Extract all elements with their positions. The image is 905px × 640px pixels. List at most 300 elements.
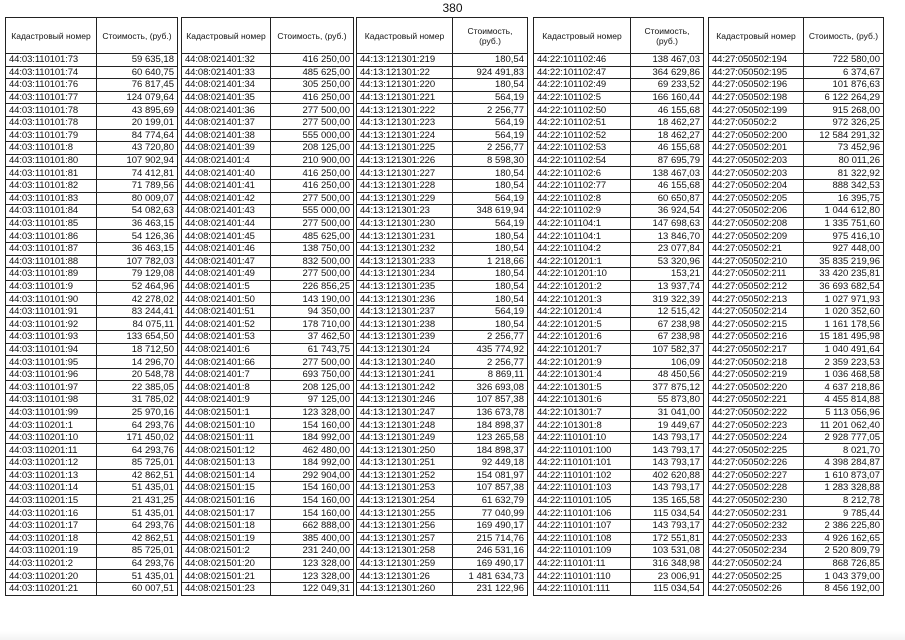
cost-cell: 277 500,00	[271, 217, 354, 230]
cost-cell: 74 412,81	[97, 167, 178, 180]
cost-cell: 92 449,18	[453, 457, 528, 470]
cadastral-number-cell: 44:27:050502:216	[709, 331, 804, 344]
cost-cell: 67 238,98	[631, 318, 704, 331]
cadastral-number-cell: 44:08:021501:15	[182, 482, 271, 495]
cost-cell: 143 793,17	[631, 444, 704, 457]
table-row	[709, 406, 884, 419]
table-row	[357, 280, 528, 293]
cost-cell: 154 160,00	[271, 507, 354, 520]
cadastral-number-cell: 44:03:110101:93	[6, 331, 97, 344]
cadastral-number-cell: 44:13:121301:257	[357, 532, 453, 545]
cadastral-number-cell: 44:08:021401:41	[182, 179, 271, 192]
table-row	[709, 205, 884, 218]
cadastral-number-cell: 44:13:121301:233	[357, 255, 453, 268]
cost-cell: 143 793,17	[631, 519, 704, 532]
table-row	[709, 482, 884, 495]
cost-cell: 51 435,01	[97, 570, 178, 583]
cadastral-number-cell: 44:03:110201:16	[6, 507, 97, 520]
cost-cell: 180,54	[453, 293, 528, 306]
table-row	[6, 582, 178, 595]
cadastral-number-cell: 44:22:101301:8	[534, 419, 631, 432]
table-row	[182, 305, 354, 318]
table-row	[357, 305, 528, 318]
table-row	[182, 381, 354, 394]
cost-cell: 18 712,50	[97, 343, 178, 356]
table-row	[6, 268, 178, 281]
table-row	[6, 557, 178, 570]
cost-cell: 184 992,00	[271, 431, 354, 444]
table-row	[357, 318, 528, 331]
cost-cell: 84 075,11	[97, 318, 178, 331]
cost-cell: 231 122,96	[453, 582, 528, 595]
table-row	[6, 431, 178, 444]
cadastral-number-cell: 44:22:101301:4	[534, 368, 631, 381]
cost-cell: 4 455 814,88	[804, 394, 884, 407]
cadastral-number-cell: 44:13:121301:247	[357, 406, 453, 419]
table-row	[6, 205, 178, 218]
cost-cell: 115 034,54	[631, 507, 704, 520]
cadastral-number-cell: 44:03:110101:78	[6, 104, 97, 117]
table-row	[182, 431, 354, 444]
cadastral-number-cell: 44:08:021401:49	[182, 268, 271, 281]
table-row	[182, 167, 354, 180]
cadastral-number-cell: 44:27:050502:198	[709, 91, 804, 104]
cadastral-number-cell: 44:22:101104:1	[534, 217, 631, 230]
cadastral-number-cell: 44:03:110101:90	[6, 293, 97, 306]
cost-cell: 8 456 192,00	[804, 582, 884, 595]
cadastral-number-cell: 44:13:121301:250	[357, 444, 453, 457]
table-row	[709, 54, 884, 67]
table-row	[534, 66, 704, 79]
table-row	[357, 532, 528, 545]
table-row	[709, 532, 884, 545]
table-row	[709, 242, 884, 255]
cadastral-number-cell: 44:22:110101:101	[534, 457, 631, 470]
cost-cell: 305 250,00	[271, 79, 354, 92]
table-row	[182, 494, 354, 507]
cadastral-number-cell: 44:22:101102:51	[534, 116, 631, 129]
cost-cell: 48 450,56	[631, 368, 704, 381]
cadastral-number-cell: 44:13:121301:258	[357, 545, 453, 558]
table-row	[534, 368, 704, 381]
table-row	[709, 268, 884, 281]
cadastral-number-cell: 44:27:050502:234	[709, 545, 804, 558]
table-row	[182, 545, 354, 558]
cost-cell: 316 348,98	[631, 557, 704, 570]
table-row	[6, 79, 178, 92]
cost-cell: 53 320,96	[631, 255, 704, 268]
cadastral-number-cell: 44:22:101201:7	[534, 343, 631, 356]
table-row	[709, 557, 884, 570]
table-row	[709, 519, 884, 532]
cost-cell: 59 635,18	[97, 54, 178, 67]
table-row	[6, 368, 178, 381]
cadastral-number-cell: 44:27:050502:211	[709, 268, 804, 281]
table-row	[357, 570, 528, 583]
cost-cell: 555 000,00	[271, 205, 354, 218]
table-row	[534, 532, 704, 545]
cadastral-number-cell: 44:13:121301:222	[357, 104, 453, 117]
table-row	[357, 268, 528, 281]
table-row	[6, 280, 178, 293]
cadastral-number-cell: 44:27:050502:208	[709, 217, 804, 230]
table-row	[709, 179, 884, 192]
cadastral-number-cell: 44:27:050502:215	[709, 318, 804, 331]
table-row	[182, 293, 354, 306]
table-grid	[5, 17, 178, 596]
cost-cell: 31 041,00	[631, 406, 704, 419]
cost-cell: 231 240,00	[271, 545, 354, 558]
table-row	[6, 507, 178, 520]
table-row	[182, 179, 354, 192]
table-row	[6, 66, 178, 79]
cost-cell: 101 876,63	[804, 79, 884, 92]
table-row	[182, 268, 354, 281]
cost-cell: 462 480,00	[271, 444, 354, 457]
header-cadastral-number: Кадастровый номер	[709, 18, 804, 54]
cost-cell: 215 714,76	[453, 532, 528, 545]
cost-cell: 60 007,51	[97, 582, 178, 595]
cadastral-number-cell: 44:13:121301:227	[357, 167, 453, 180]
cadastral-number-cell: 44:13:121301:256	[357, 519, 453, 532]
table-row	[6, 532, 178, 545]
cost-cell: 277 500,00	[271, 356, 354, 369]
cadastral-number-cell: 44:08:021401:39	[182, 142, 271, 155]
cadastral-number-cell: 44:03:110201:15	[6, 494, 97, 507]
cadastral-number-cell: 44:22:101102:52	[534, 129, 631, 142]
cadastral-number-cell: 44:13:121301:26	[357, 570, 453, 583]
cadastral-number-cell: 44:22:101201:10	[534, 268, 631, 281]
table-row	[357, 457, 528, 470]
cadastral-number-cell: 44:08:021501:18	[182, 519, 271, 532]
table-row	[357, 167, 528, 180]
table-row	[6, 91, 178, 104]
cadastral-number-cell: 44:08:021401:38	[182, 129, 271, 142]
cost-cell: 1 036 468,58	[804, 368, 884, 381]
cost-cell: 20 199,01	[97, 116, 178, 129]
table-row	[357, 406, 528, 419]
cost-cell: 31 785,02	[97, 394, 178, 407]
cost-cell: 564,19	[453, 192, 528, 205]
table-row	[6, 179, 178, 192]
table-row	[534, 104, 704, 117]
table-row	[182, 54, 354, 67]
cadastral-number-cell: 44:27:050502:228	[709, 482, 804, 495]
cadastral-number-cell: 44:22:101102:6	[534, 167, 631, 180]
cadastral-number-cell: 44:22:101102:54	[534, 154, 631, 167]
cost-cell: 36 924,54	[631, 205, 704, 218]
cadastral-number-cell: 44:22:101301:6	[534, 394, 631, 407]
cost-cell: 107 782,03	[97, 255, 178, 268]
cadastral-number-cell: 44:27:050502:199	[709, 104, 804, 117]
header-cost: Стоимость, (руб.)	[631, 18, 704, 54]
cost-cell: 4 637 218,86	[804, 381, 884, 394]
cadastral-number-cell: 44:27:050502:230	[709, 494, 804, 507]
cost-cell: 292 904,00	[271, 469, 354, 482]
table-row	[182, 519, 354, 532]
table-row	[182, 394, 354, 407]
cadastral-number-cell: 44:27:050502:24	[709, 557, 804, 570]
cost-table-3	[356, 17, 527, 596]
cadastral-number-cell: 44:13:121301:224	[357, 129, 453, 142]
table-row	[534, 381, 704, 394]
table-row	[709, 507, 884, 520]
cadastral-number-cell: 44:13:121301:253	[357, 482, 453, 495]
table-row	[182, 242, 354, 255]
cadastral-number-cell: 44:08:021501:19	[182, 532, 271, 545]
table-row	[534, 545, 704, 558]
table-row	[182, 66, 354, 79]
cadastral-number-cell: 44:13:121301:232	[357, 242, 453, 255]
cost-cell: 87 695,79	[631, 154, 704, 167]
cost-cell: 33 420 235,81	[804, 268, 884, 281]
cost-cell: 61 632,79	[453, 494, 528, 507]
table-row	[182, 116, 354, 129]
table-row	[357, 494, 528, 507]
cadastral-number-cell: 44:22:110101:10	[534, 431, 631, 444]
cadastral-number-cell: 44:13:121301:228	[357, 179, 453, 192]
cost-cell: 1 043 379,00	[804, 570, 884, 583]
cadastral-number-cell: 44:27:050502:226	[709, 457, 804, 470]
cadastral-number-cell: 44:03:110101:73	[6, 54, 97, 67]
cost-cell: 143 190,00	[271, 293, 354, 306]
table-row	[534, 457, 704, 470]
cost-cell: 19 449,67	[631, 419, 704, 432]
header-cadastral-number: Кадастровый номер	[182, 18, 271, 54]
table-row	[182, 318, 354, 331]
cadastral-number-cell: 44:03:110201:18	[6, 532, 97, 545]
cost-cell: 55 873,80	[631, 394, 704, 407]
cost-cell: 184 898,37	[453, 444, 528, 457]
cost-cell: 107 582,37	[631, 343, 704, 356]
cost-cell: 23 006,91	[631, 570, 704, 583]
table-row	[534, 268, 704, 281]
cadastral-number-cell: 44:27:050502:206	[709, 205, 804, 218]
cadastral-number-cell: 44:22:101201:2	[534, 280, 631, 293]
cost-cell: 46 155,68	[631, 142, 704, 155]
table-row	[357, 104, 528, 117]
cadastral-number-cell: 44:08:021401:45	[182, 230, 271, 243]
table-row	[357, 66, 528, 79]
table-row	[6, 192, 178, 205]
cost-cell: 975 416,10	[804, 230, 884, 243]
cost-cell: 64 293,76	[97, 419, 178, 432]
cost-cell: 42 278,02	[97, 293, 178, 306]
cost-cell: 402 620,88	[631, 469, 704, 482]
cadastral-number-cell: 44:27:050502:223	[709, 419, 804, 432]
cadastral-number-cell: 44:03:110201:21	[6, 582, 97, 595]
cost-cell: 18 462,27	[631, 116, 704, 129]
cadastral-number-cell: 44:03:110101:96	[6, 368, 97, 381]
cost-cell: 60 650,87	[631, 192, 704, 205]
table-row	[709, 192, 884, 205]
cost-cell: 166 160,44	[631, 91, 704, 104]
cadastral-number-cell: 44:13:121301:240	[357, 356, 453, 369]
cadastral-number-cell: 44:22:110101:108	[534, 532, 631, 545]
cadastral-number-cell: 44:13:121301:235	[357, 280, 453, 293]
cost-cell: 37 462,50	[271, 331, 354, 344]
table-row	[534, 318, 704, 331]
table-row	[357, 54, 528, 67]
cadastral-number-cell: 44:03:110101:99	[6, 406, 97, 419]
cadastral-number-cell: 44:13:121301:219	[357, 54, 453, 67]
cost-cell: 485 625,00	[271, 66, 354, 79]
cost-cell: 154 160,00	[271, 419, 354, 432]
table-row	[357, 368, 528, 381]
cost-cell: 277 500,00	[271, 104, 354, 117]
table-row	[6, 381, 178, 394]
table-row	[709, 494, 884, 507]
cost-cell: 416 250,00	[271, 54, 354, 67]
table-row	[709, 394, 884, 407]
cost-cell: 61 743,75	[271, 343, 354, 356]
cost-cell: 46 155,68	[631, 179, 704, 192]
cost-cell: 51 435,01	[97, 507, 178, 520]
cost-cell: 326 693,08	[453, 381, 528, 394]
cost-cell: 868 726,85	[804, 557, 884, 570]
cadastral-number-cell: 44:03:110101:78	[6, 116, 97, 129]
cadastral-number-cell: 44:13:121301:230	[357, 217, 453, 230]
cost-cell: 180,54	[453, 167, 528, 180]
cadastral-number-cell: 44:13:121301:229	[357, 192, 453, 205]
cost-cell: 6 374,67	[804, 66, 884, 79]
table-row	[357, 557, 528, 570]
cadastral-number-cell: 44:22:110101:103	[534, 482, 631, 495]
table-row	[182, 444, 354, 457]
table-row	[709, 167, 884, 180]
cadastral-number-cell: 44:08:021401:34	[182, 79, 271, 92]
cadastral-number-cell: 44:08:021401:52	[182, 318, 271, 331]
cadastral-number-cell: 44:03:110101:76	[6, 79, 97, 92]
table-row	[534, 293, 704, 306]
table-row	[357, 79, 528, 92]
cadastral-number-cell: 44:27:050502:233	[709, 532, 804, 545]
cadastral-number-cell: 44:22:110101:111	[534, 582, 631, 595]
table-row	[709, 582, 884, 595]
cost-cell: 564,19	[453, 129, 528, 142]
cost-cell: 52 464,96	[97, 280, 178, 293]
cadastral-number-cell: 44:03:110101:83	[6, 192, 97, 205]
cost-cell: 123 265,58	[453, 431, 528, 444]
cost-cell: 8 021,70	[804, 444, 884, 457]
cost-cell: 133 654,50	[97, 331, 178, 344]
table-row	[534, 116, 704, 129]
table-row	[357, 142, 528, 155]
cadastral-number-cell: 44:27:050502:194	[709, 54, 804, 67]
header-cadastral-number: Кадастровый номер	[534, 18, 631, 54]
table-row	[534, 570, 704, 583]
table-row	[534, 179, 704, 192]
cost-cell: 94 350,00	[271, 305, 354, 318]
cadastral-number-cell: 44:27:050502:203	[709, 154, 804, 167]
cost-cell: 564,19	[453, 116, 528, 129]
cost-cell: 25 970,16	[97, 406, 178, 419]
cost-cell: 180,54	[453, 318, 528, 331]
table-row	[534, 331, 704, 344]
cost-cell: 80 011,26	[804, 154, 884, 167]
cost-cell: 9 785,44	[804, 507, 884, 520]
table-row	[357, 482, 528, 495]
cost-cell: 80 009,07	[97, 192, 178, 205]
cadastral-number-cell: 44:08:021401:47	[182, 255, 271, 268]
cost-cell: 1 610 873,07	[804, 469, 884, 482]
cadastral-number-cell: 44:13:121301:255	[357, 507, 453, 520]
cost-cell: 888 342,53	[804, 179, 884, 192]
cost-cell: 147 698,63	[631, 217, 704, 230]
table-row	[357, 381, 528, 394]
cadastral-number-cell: 44:13:121301:223	[357, 116, 453, 129]
cost-cell: 1 283 328,88	[804, 482, 884, 495]
cost-cell: 184 992,00	[271, 457, 354, 470]
header-cadastral-number: Кадастровый номер	[6, 18, 97, 54]
table-row	[182, 406, 354, 419]
cadastral-number-cell: 44:27:050502:212	[709, 280, 804, 293]
cadastral-number-cell: 44:13:121301:236	[357, 293, 453, 306]
table-row	[534, 394, 704, 407]
cadastral-number-cell: 44:13:121301:251	[357, 457, 453, 470]
table-row	[709, 356, 884, 369]
cost-cell: 277 500,00	[271, 268, 354, 281]
table-row	[182, 557, 354, 570]
cadastral-number-cell: 44:27:050502:205	[709, 192, 804, 205]
cadastral-number-cell: 44:08:021401:44	[182, 217, 271, 230]
cost-cell: 84 774,64	[97, 129, 178, 142]
cost-cell: 123 328,00	[271, 557, 354, 570]
cost-cell: 564,19	[453, 217, 528, 230]
table-row	[534, 91, 704, 104]
table-row	[182, 91, 354, 104]
table-row	[709, 79, 884, 92]
cost-cell: 154 160,00	[271, 494, 354, 507]
header-cost: Стоимость, (руб.)	[804, 18, 884, 54]
cadastral-number-cell: 44:27:050502:227	[709, 469, 804, 482]
cost-cell: 103 531,08	[631, 545, 704, 558]
cadastral-number-cell: 44:27:050502:221	[709, 394, 804, 407]
table-row	[182, 368, 354, 381]
cost-cell: 180,54	[453, 79, 528, 92]
table-row	[709, 66, 884, 79]
cadastral-number-cell: 44:08:021501:16	[182, 494, 271, 507]
cadastral-number-cell: 44:22:110101:107	[534, 519, 631, 532]
cadastral-number-cell: 44:03:110101:79	[6, 129, 97, 142]
cost-cell: 138 467,03	[631, 167, 704, 180]
table-row	[534, 192, 704, 205]
cost-cell: 85 725,01	[97, 545, 178, 558]
cadastral-number-cell: 44:08:021501:12	[182, 444, 271, 457]
cadastral-number-cell: 44:27:050502:214	[709, 305, 804, 318]
cost-cell: 2 256,77	[453, 104, 528, 117]
table-row	[182, 154, 354, 167]
cost-cell: 180,54	[453, 179, 528, 192]
cadastral-number-cell: 44:22:101201:1	[534, 255, 631, 268]
cadastral-number-cell: 44:03:110201:14	[6, 482, 97, 495]
table-row	[534, 431, 704, 444]
cost-cell: 1 020 352,60	[804, 305, 884, 318]
table-row	[6, 444, 178, 457]
cost-cell: 35 835 219,96	[804, 255, 884, 268]
cadastral-number-cell: 44:08:021401:35	[182, 91, 271, 104]
cost-cell: 18 462,27	[631, 129, 704, 142]
table-row	[534, 419, 704, 432]
cost-cell: 416 250,00	[271, 167, 354, 180]
cadastral-number-cell: 44:22:101201:5	[534, 318, 631, 331]
cost-cell: 180,54	[453, 54, 528, 67]
header-cadastral-number: Кадастровый номер	[357, 18, 453, 54]
cadastral-number-cell: 44:22:101301:5	[534, 381, 631, 394]
table-row	[534, 469, 704, 482]
table-row	[709, 217, 884, 230]
table-row	[534, 305, 704, 318]
